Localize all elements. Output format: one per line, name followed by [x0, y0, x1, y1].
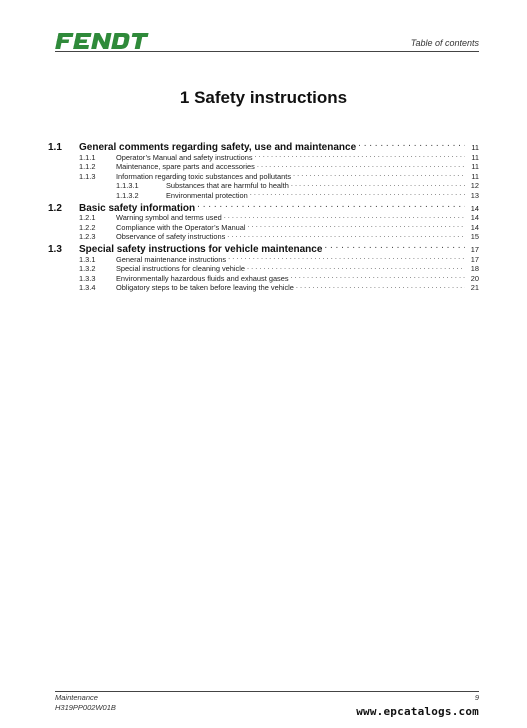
toc-entry-number: 1.1.3 — [79, 171, 96, 181]
toc-subsection-row[interactable] — [48, 220, 479, 230]
toc-section-row[interactable] — [48, 138, 479, 153]
toc-entry-number: 1.3 — [48, 244, 62, 255]
toc-entry-title: Special instructions for cleaning vehicle — [116, 264, 245, 273]
toc-entry-number: 1.1.1 — [79, 152, 96, 162]
toc-entry-title: Operator’s Manual and safety instructions — [116, 152, 253, 162]
toc-entry-page: 12 — [470, 181, 479, 190]
toc-entry-number: 1.3.4 — [79, 283, 96, 292]
toc-entry-page: 14 — [470, 222, 479, 232]
toc-section-row[interactable] — [48, 240, 479, 255]
footer-document-code: H319PP002W01B — [55, 702, 116, 712]
toc-entry-page: 20 — [470, 273, 479, 283]
footer-divider — [55, 691, 479, 692]
toc-entry-page: 11 — [471, 162, 479, 171]
toc-entry-title: Environmentally hazardous fluids and exhaust gases — [116, 273, 289, 283]
footer-manual-title: Maintenance — [55, 693, 98, 702]
toc-subsection-row[interactable] — [48, 188, 479, 198]
toc-subsection-row[interactable] — [48, 271, 479, 281]
toc-dot-leader — [248, 220, 465, 230]
footer-document-info — [55, 693, 116, 712]
toc-subsection-row[interactable] — [48, 262, 479, 272]
fendt-logo — [55, 31, 151, 51]
toc-dot-leader — [247, 262, 465, 272]
toc-entry-title: Basic safety information — [79, 202, 196, 214]
toc-entry-number: 1.1.3.2 — [116, 190, 139, 200]
toc-dot-leader — [257, 160, 465, 170]
toc-subsection-row[interactable] — [48, 252, 479, 262]
toc-entry-page: 11 — [471, 143, 479, 152]
toc-subsection-row[interactable] — [48, 281, 479, 291]
toc-entry-page: 14 — [470, 213, 479, 222]
toc-subsection-row[interactable] — [48, 150, 479, 160]
toc-entry-page: 18 — [470, 264, 479, 273]
toc-dot-leader — [293, 169, 465, 179]
toc-entry-number: 1.1.3.1 — [116, 181, 139, 190]
toc-entry-number: 1.3.1 — [79, 254, 96, 264]
toc-entry-number: 1.2.2 — [79, 222, 96, 232]
toc-entry-page: 14 — [470, 203, 479, 213]
toc-dot-leader — [358, 138, 465, 150]
toc-entry-number: 1.3.3 — [79, 273, 96, 283]
toc-entry-number: 1.3.2 — [79, 264, 96, 273]
toc-dot-leader — [291, 271, 465, 281]
toc-dot-leader — [224, 211, 465, 221]
toc-dot-leader — [197, 199, 465, 211]
toc-dot-leader — [250, 188, 465, 198]
toc-subsection-row[interactable] — [48, 211, 479, 221]
table-of-contents — [48, 138, 479, 290]
toc-dot-leader — [324, 240, 465, 252]
toc-entry-page: 17 — [470, 245, 479, 254]
toc-entry-page: 11 — [471, 171, 479, 181]
toc-entry-title: Compliance with the Operator’s Manual — [116, 222, 246, 232]
toc-entry-title: Special safety instructions for vehicle maintenance — [79, 244, 323, 255]
toc-entry-number: 1.2 — [48, 202, 62, 214]
toc-dot-leader — [228, 252, 465, 262]
header-divider — [55, 51, 479, 52]
toc-entry-title: General comments regarding safety, use and maintenance — [79, 142, 357, 153]
toc-entry-page: 17 — [470, 254, 479, 264]
toc-entry-page: 21 — [470, 283, 479, 292]
toc-dot-leader — [227, 230, 465, 240]
toc-entry-number: 1.1 — [48, 142, 62, 153]
watermark-url: www.epcatalogs.com — [356, 705, 479, 718]
toc-entry-number: 1.1.2 — [79, 162, 96, 171]
toc-entry-number: 1.2.3 — [79, 232, 96, 241]
toc-subsection-row[interactable] — [48, 160, 479, 170]
toc-entry-page: 11 — [471, 152, 479, 162]
toc-entry-title: Information regarding toxic substances and pollutants — [116, 171, 292, 181]
toc-section-row[interactable] — [48, 199, 479, 214]
toc-subsection-row[interactable] — [48, 230, 479, 240]
toc-entry-title: Substances that are harmful to health — [166, 181, 289, 190]
toc-dot-leader — [291, 179, 465, 189]
toc-entry-page: 15 — [470, 232, 479, 241]
toc-entry-title: Observance of safety instructions — [116, 232, 226, 241]
toc-entry-title: Warning symbol and terms used — [116, 213, 222, 222]
footer-page-number: 9 — [474, 693, 479, 702]
toc-dot-leader — [255, 150, 465, 160]
toc-dot-leader — [296, 281, 465, 291]
toc-entry-title: General maintenance instructions — [116, 254, 227, 264]
fendt-logo-graphic — [55, 31, 151, 51]
toc-entry-title: Environmental protection — [166, 190, 248, 200]
toc-subsection-row[interactable] — [48, 169, 479, 179]
toc-entry-title: Obligatory steps to be taken before leaving the vehicle — [116, 283, 294, 292]
toc-entry-page: 13 — [470, 190, 479, 200]
chapter-title: 1 Safety instructions — [179, 88, 348, 107]
toc-subsection-row[interactable] — [48, 179, 479, 189]
toc-entry-number: 1.2.1 — [79, 213, 96, 222]
toc-entry-title: Maintenance, spare parts and accessories — [116, 162, 255, 171]
header-section-label: Table of contents — [410, 38, 479, 48]
